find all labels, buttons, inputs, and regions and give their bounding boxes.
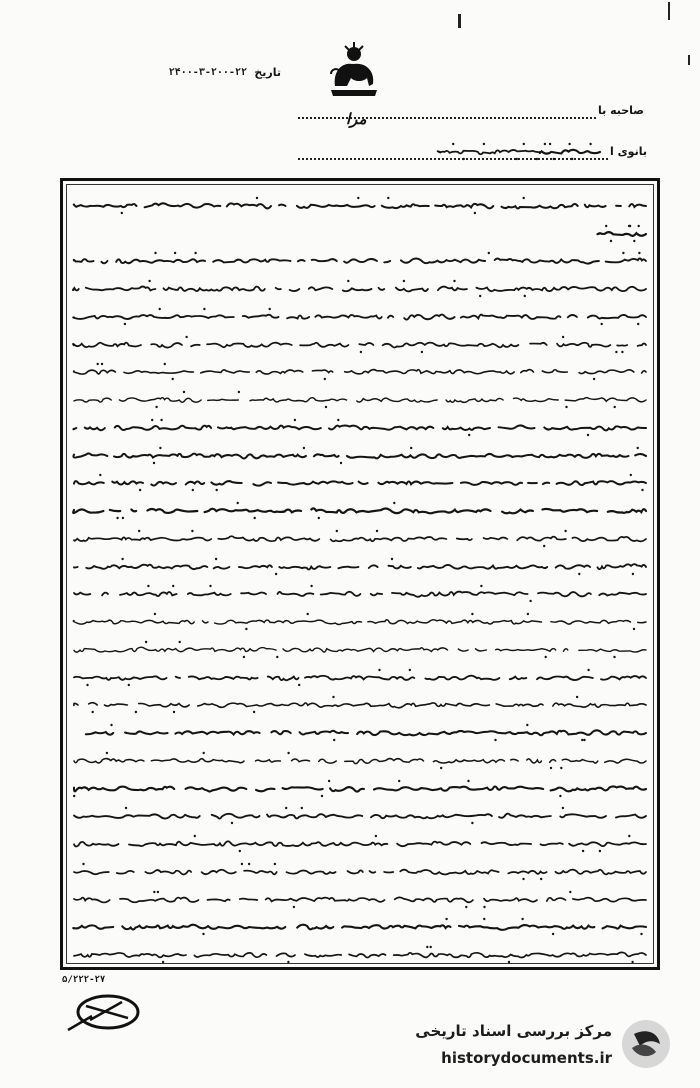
diacritic-dot <box>301 807 303 809</box>
diacritic-dot <box>209 585 211 587</box>
handwritten-line <box>74 676 646 681</box>
diacritic-dot <box>124 323 126 325</box>
diacritic-dot <box>633 628 635 630</box>
diacritic-dot <box>256 197 258 199</box>
diacritic-dot <box>318 517 320 519</box>
diacritic-dot <box>578 573 580 575</box>
recipient-label: بانوی ا <box>610 145 647 158</box>
handwritten-line <box>73 425 646 430</box>
diacritic-dot <box>479 295 481 297</box>
handwritten-line <box>74 398 646 403</box>
diacritic-dot <box>559 795 561 797</box>
diacritic-dot <box>474 212 476 214</box>
diacritic-dot <box>483 906 485 908</box>
diacritic-dot <box>524 295 526 297</box>
diacritic-dot <box>632 573 634 575</box>
diacritic-dot <box>628 835 630 837</box>
diacritic-dot <box>148 280 150 282</box>
diacritic-dot <box>613 656 615 658</box>
diacritic-dot <box>231 822 233 824</box>
diacritic-dot <box>191 530 193 532</box>
diacritic-dot <box>540 878 542 880</box>
diacritic-dot <box>378 669 380 671</box>
diacritic-dot <box>122 517 124 519</box>
diacritic-dot <box>426 946 428 948</box>
diacritic-dot <box>121 558 123 560</box>
handwritten-line <box>73 343 646 348</box>
handwritten-line <box>74 870 646 875</box>
diacritic-dot <box>194 252 196 254</box>
diacritic-dot <box>523 143 525 145</box>
diacritic-dot <box>254 517 256 519</box>
diacritic-dot <box>587 434 589 436</box>
diacritic-dot <box>622 252 624 254</box>
diacritic-dot <box>110 724 112 726</box>
diacritic-dot <box>393 502 395 504</box>
handwritten-line <box>74 481 646 486</box>
diacritic-dot <box>145 641 147 643</box>
diacritic-dot <box>269 308 271 310</box>
diacritic-dot <box>571 158 573 160</box>
diacritic-dot <box>521 918 523 920</box>
diacritic-dot <box>332 696 334 698</box>
diacritic-dot <box>155 406 157 408</box>
watermark <box>416 1016 686 1076</box>
diacritic-dot <box>154 252 156 254</box>
diacritic-dot <box>440 767 442 769</box>
diacritic-dot <box>125 807 127 809</box>
diacritic-dot <box>310 585 312 587</box>
diacritic-dot <box>121 212 123 214</box>
diacritic-dot <box>605 225 607 227</box>
diacritic-dot <box>287 752 289 754</box>
handwritten-line <box>74 647 646 652</box>
handwritten-line <box>540 150 600 154</box>
handwritten-line <box>73 925 646 930</box>
diacritic-dot <box>243 656 245 658</box>
diacritic-dot <box>325 406 327 408</box>
diacritic-dot <box>398 780 400 782</box>
diacritic-dot <box>516 158 518 160</box>
diacritic-dot <box>576 696 578 698</box>
handwritten-line <box>74 536 646 541</box>
diacritic-dot <box>173 711 175 713</box>
diacritic-dot <box>560 767 562 769</box>
diacritic-dot <box>92 711 94 713</box>
handwritten-line <box>74 786 646 791</box>
diacritic-dot <box>599 850 601 852</box>
round-stamp-icon <box>62 990 144 1034</box>
diacritic-dot <box>583 739 585 741</box>
diacritic-dot <box>638 225 640 227</box>
diacritic-dot <box>545 656 547 658</box>
diacritic-dot <box>241 863 243 865</box>
diacritic-dot <box>172 585 174 587</box>
diacritic-dot <box>375 835 377 837</box>
diacritic-dot <box>471 613 473 615</box>
diacritic-dot <box>631 961 633 963</box>
diacritic-dot <box>179 641 181 643</box>
handwritten-line <box>73 315 646 320</box>
diacritic-dot <box>303 447 305 449</box>
diacritic-dot <box>391 558 393 560</box>
diacritic-dot <box>128 684 130 686</box>
diacritic-dot <box>553 158 555 160</box>
handwritten-line <box>74 841 646 846</box>
diacritic-dot <box>637 323 639 325</box>
diacritic-dot <box>633 240 635 242</box>
diacritic-dot <box>445 918 447 920</box>
handwritten-line <box>74 564 646 569</box>
diacritic-dot <box>452 143 454 145</box>
diacritic-dot <box>544 143 546 145</box>
diacritic-dot <box>73 795 75 797</box>
diacritic-dot <box>274 863 276 865</box>
diacritic-dot <box>203 752 205 754</box>
diacritic-dot <box>523 197 525 199</box>
handwritten-line <box>438 150 540 154</box>
diacritic-dot <box>569 891 571 893</box>
diacritic-dot <box>463 158 465 160</box>
diacritic-dot <box>307 613 309 615</box>
diacritic-dot <box>237 502 239 504</box>
diacritic-dot <box>275 573 277 575</box>
diacritic-dot <box>549 143 551 145</box>
diacritic-dot <box>139 489 141 491</box>
handwritten-line <box>74 592 646 597</box>
diacritic-dot <box>340 462 342 464</box>
diacritic-dot <box>276 656 278 658</box>
diacritic-dot <box>494 739 496 741</box>
diacritic-dot <box>601 323 603 325</box>
diacritic-dot <box>172 378 174 380</box>
diacritic-dot <box>552 933 554 935</box>
handwritten-line <box>73 620 646 625</box>
diacritic-dot <box>589 143 591 145</box>
diacritic-dot <box>526 724 528 726</box>
diacritic-dot <box>97 363 99 365</box>
diacritic-dot <box>194 835 196 837</box>
diacritic-dot <box>185 336 187 338</box>
diacritic-dot <box>430 946 432 948</box>
diacritic-dot <box>564 530 566 532</box>
diacritic-dot <box>614 406 616 408</box>
diacritic-dot <box>253 711 255 713</box>
diacritic-dot <box>162 961 164 963</box>
diacritic-dot <box>293 906 295 908</box>
diacritic-dot <box>488 252 490 254</box>
diacritic-dot <box>480 585 482 587</box>
diacritic-dot <box>483 918 485 920</box>
diacritic-dot <box>116 517 118 519</box>
diacritic-dot <box>248 863 250 865</box>
diacritic-dot <box>641 489 643 491</box>
diacritic-dot <box>347 280 349 282</box>
diacritic-dot <box>550 767 552 769</box>
diacritic-dot <box>298 684 300 686</box>
diacritic-dot <box>421 351 423 353</box>
diacritic-dot <box>192 489 194 491</box>
handwritten-line <box>74 203 646 208</box>
diacritic-dot <box>637 447 639 449</box>
diacritic-dot <box>621 351 623 353</box>
diacritic-dot <box>135 711 137 713</box>
watermark-title: مرکز بررسی اسناد تاریخی <box>415 1022 612 1040</box>
reference-number: ۵/۲۲۲-۲۷ <box>62 975 106 985</box>
diacritic-dot <box>465 906 467 908</box>
diacritic-dot <box>568 143 570 145</box>
diacritic-dot <box>581 739 583 741</box>
diacritic-dot <box>640 933 642 935</box>
diacritic-dot <box>147 585 149 587</box>
diacritic-dot <box>467 780 469 782</box>
diacritic-dot <box>582 850 584 852</box>
diacritic-dot <box>215 558 217 560</box>
handwritten-line <box>73 453 646 458</box>
diacritic-dot <box>321 795 323 797</box>
handwritten-line <box>74 370 646 375</box>
diacritic-dot <box>157 891 159 893</box>
handwritten-line <box>74 759 646 764</box>
handwritten-line <box>74 897 646 902</box>
diacritic-dot <box>409 669 411 671</box>
diacritic-dot <box>245 628 247 630</box>
diacritic-dot <box>562 336 564 338</box>
signature-word: مرا <box>346 110 367 128</box>
handwritten-line <box>74 730 646 735</box>
diacritic-dot <box>82 863 84 865</box>
diacritic-dot <box>610 240 612 242</box>
diacritic-dot <box>164 363 166 365</box>
diacritic-dot <box>106 752 108 754</box>
handwritten-line <box>74 703 646 708</box>
diacritic-dot <box>324 378 326 380</box>
diacritic-dot <box>543 545 545 547</box>
diacritic-dot <box>337 419 339 421</box>
diacritic-dot <box>333 739 335 741</box>
diacritic-dot <box>410 447 412 449</box>
diacritic-dot <box>183 391 185 393</box>
diacritic-dot <box>483 143 485 145</box>
diacritic-dot <box>336 530 338 532</box>
archive-logo-icon <box>620 1018 672 1070</box>
diacritic-dot <box>154 613 156 615</box>
diacritic-dot <box>202 933 204 935</box>
date-value: ۲۴۰۰-۳-۲۰۰-۲۲ <box>168 67 247 78</box>
diacritic-dot <box>153 891 155 893</box>
handwritten-line <box>74 258 646 263</box>
handwritten-line <box>597 232 646 236</box>
diacritic-dot <box>527 613 529 615</box>
diacritic-dot <box>287 961 289 963</box>
diacritic-dot <box>387 197 389 199</box>
handwritten-line <box>73 286 646 291</box>
diacritic-dot <box>508 961 510 963</box>
diacritic-dot <box>203 308 205 310</box>
diacritic-dot <box>630 474 632 476</box>
diacritic-dot <box>587 669 589 671</box>
diacritic-dot <box>216 489 218 491</box>
diacritic-dot <box>403 280 405 282</box>
diacritic-dot <box>629 225 631 227</box>
diacritic-dot <box>238 391 240 393</box>
diacritic-dot <box>562 807 564 809</box>
handwritten-line <box>74 952 646 957</box>
diacritic-dot <box>360 351 362 353</box>
diacritic-dot <box>615 351 617 353</box>
handwritten-line <box>74 814 646 819</box>
diacritic-dot <box>294 419 296 421</box>
diacritic-dot <box>160 419 162 421</box>
diacritic-dot <box>86 684 88 686</box>
handwritten-line <box>73 508 646 513</box>
date-label: تاریخ <box>254 66 281 79</box>
diacritic-dot <box>159 447 161 449</box>
diacritic-dot <box>453 280 455 282</box>
diacritic-dot <box>99 474 101 476</box>
diacritic-dot <box>529 600 531 602</box>
diacritic-dot <box>138 530 140 532</box>
diacritic-dot <box>101 363 103 365</box>
diacritic-dot <box>376 530 378 532</box>
diacritic-dot <box>565 406 567 408</box>
diacritic-dot <box>174 252 176 254</box>
diacritic-dot <box>328 780 330 782</box>
diacritic-dot <box>468 434 470 436</box>
diacritic-dot <box>151 419 153 421</box>
diacritic-dot <box>536 158 538 160</box>
diacritic-dot <box>522 878 524 880</box>
watermark-url: historydocuments.ir <box>441 1049 612 1067</box>
diacritic-dot <box>593 378 595 380</box>
diacritic-dot <box>638 252 640 254</box>
diacritic-dot <box>239 850 241 852</box>
sender-label: صاحبه با <box>598 104 644 117</box>
diacritic-dot <box>153 462 155 464</box>
diacritic-dot <box>471 822 473 824</box>
diacritic-dot <box>357 197 359 199</box>
diacritic-dot <box>285 807 287 809</box>
diacritic-dot <box>159 308 161 310</box>
